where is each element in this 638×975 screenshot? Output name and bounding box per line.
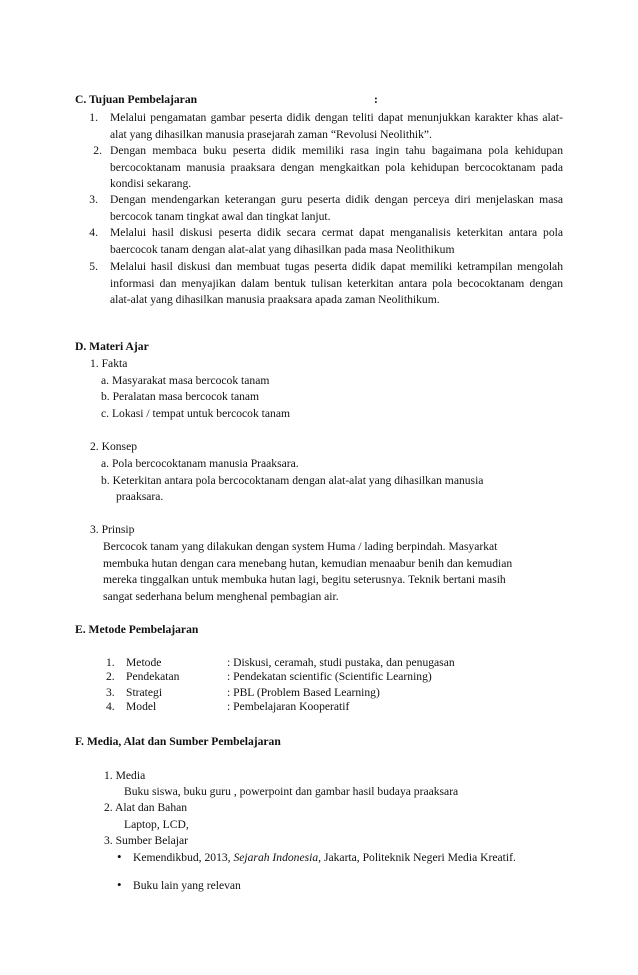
prinsip-line-4: sangat sederhana belum menghenal pembagian air. (103, 590, 339, 603)
tujuan-5-text: Melalui hasil diskusi dan membuat tugas peserta didik dapat memiliki ketrampilan mengolah informasi dan menyajikan dalam bentuk tulisan keterkitan antara pola becocoktanam dengan alat-alat yang dihasilkan manusia praaksara apada zaman Neolithikum. (110, 260, 563, 307)
section-d-heading: D. Materi Ajar (75, 340, 149, 353)
tujuan-3-number: 3. (89, 193, 98, 206)
tujuan-2-text: Dengan membaca buku peserta didik memiliki rasa ingin tahu bagaimana pola kehidupan bercocoktanam manusia praaksara dengan mengkaitkan pola kehidupan bercocoktanam pada kondisi sekarang. (110, 144, 563, 191)
alat-bahan-text: Laptop, LCD, (124, 818, 189, 831)
prinsip-line-1: Bercocok tanam yang dilakukan dengan system Huma / lading berpindah. Masyarkat (103, 540, 498, 553)
prinsip-line-3: mereka tinggalkan untuk membuka hutan lagi, begitu seterusnya. Teknik bertani masih (103, 573, 506, 586)
konsep-label: 2. Konsep (90, 440, 138, 453)
alat-bahan-label: 2. Alat dan Bahan (104, 801, 188, 814)
konsep-item-b-cont: praaksara. (116, 490, 164, 503)
sumber-item-2: Buku lain yang relevan (133, 879, 241, 892)
section-f-heading: F. Media, Alat dan Sumber Pembelajaran (75, 735, 281, 748)
konsep-item-b: b. Keterkitan antara pola bercocoktanam dengan alat-alat yang dihasilkan manusia (101, 474, 484, 487)
sumber-item-1-pre: Kemendikbud, 2013, (133, 851, 234, 864)
media-label: 1. Media (104, 769, 146, 782)
tujuan-5-number: 5. (89, 260, 98, 273)
konsep-item-a: a. Pola bercocoktanam manusia Praaksara. (101, 457, 299, 470)
metode-row-4-number: 4. (106, 700, 115, 713)
bullet-icon: • (117, 849, 122, 864)
metode-row-3-value: : PBL (Problem Based Learning) (227, 686, 380, 699)
metode-row-1-value: : Diskusi, ceramah, studi pustaka, dan penugasan (227, 656, 455, 669)
section-c-heading: C. Tujuan Pembelajaran (75, 93, 198, 106)
media-text: Buku siswa, buku guru , powerpoint dan gambar hasil budaya praaksara (124, 785, 459, 798)
metode-row-1-label: Metode (126, 656, 162, 669)
prinsip-label: 3. Prinsip (90, 523, 135, 536)
metode-row-1-number: 1. (106, 656, 115, 669)
sumber-item-1 (133, 850, 516, 867)
metode-row-3-label: Strategi (126, 686, 163, 699)
metode-row-2-number: 2. (106, 670, 115, 683)
section-c-colon: : (374, 93, 378, 106)
tujuan-1-number: 1. (89, 111, 98, 124)
metode-row-2-label: Pendekatan (126, 670, 180, 683)
fakta-item-a: a. Masyarakat masa bercocok tanam (101, 374, 270, 387)
prinsip-line-2: membuka hutan dengan cara menebang hutan, kemudian menaabur benih dan kemudian (103, 557, 513, 570)
tujuan-2-number: 2. (93, 144, 102, 157)
tujuan-3-text: Dengan mendengarkan keterangan guru peserta didik dengan perceya diri menjelaskan masa bercocok tanam tingkat awal dan tingkat lanjut. (110, 193, 563, 223)
sumber-belajar-label: 3. Sumber Belajar (104, 834, 189, 847)
tujuan-4-text: Melalui hasil diskusi peserta didik secara cermat dapat menganalisis keterkitan antara pola baercocok tanam dengan alat-alat yang dihasilkan pada masa Neolithikum (110, 226, 563, 256)
metode-row-4-value: : Pembelajaran Kooperatif (227, 700, 350, 713)
section-e-heading: E. Metode Pembelajaran (75, 623, 199, 636)
tujuan-1-text: Melalui pengamatan gambar peserta didik dengan teliti dapat menunjukkan karakter khas alat-alat yang dihasilkan manusia prasejarah zaman “Revolusi Neolithik”. (110, 111, 563, 141)
sumber-item-1-title: Sejarah Indonesia (233, 851, 319, 864)
metode-row-2-value: : Pendekatan scientific (Scientific Learning) (227, 670, 432, 683)
bullet-icon: • (117, 877, 122, 892)
fakta-label: 1. Fakta (90, 357, 128, 370)
metode-row-3-number: 3. (106, 686, 115, 699)
sumber-item-1-post: , Jakarta, Politeknik Negeri Media Kreatif. (318, 851, 516, 864)
fakta-item-b: b. Peralatan masa bercocok tanam (101, 390, 260, 403)
fakta-item-c: c. Lokasi / tempat untuk bercocok tanam (101, 407, 290, 420)
metode-row-4-label: Model (126, 700, 157, 713)
tujuan-4-number: 4. (89, 226, 98, 239)
